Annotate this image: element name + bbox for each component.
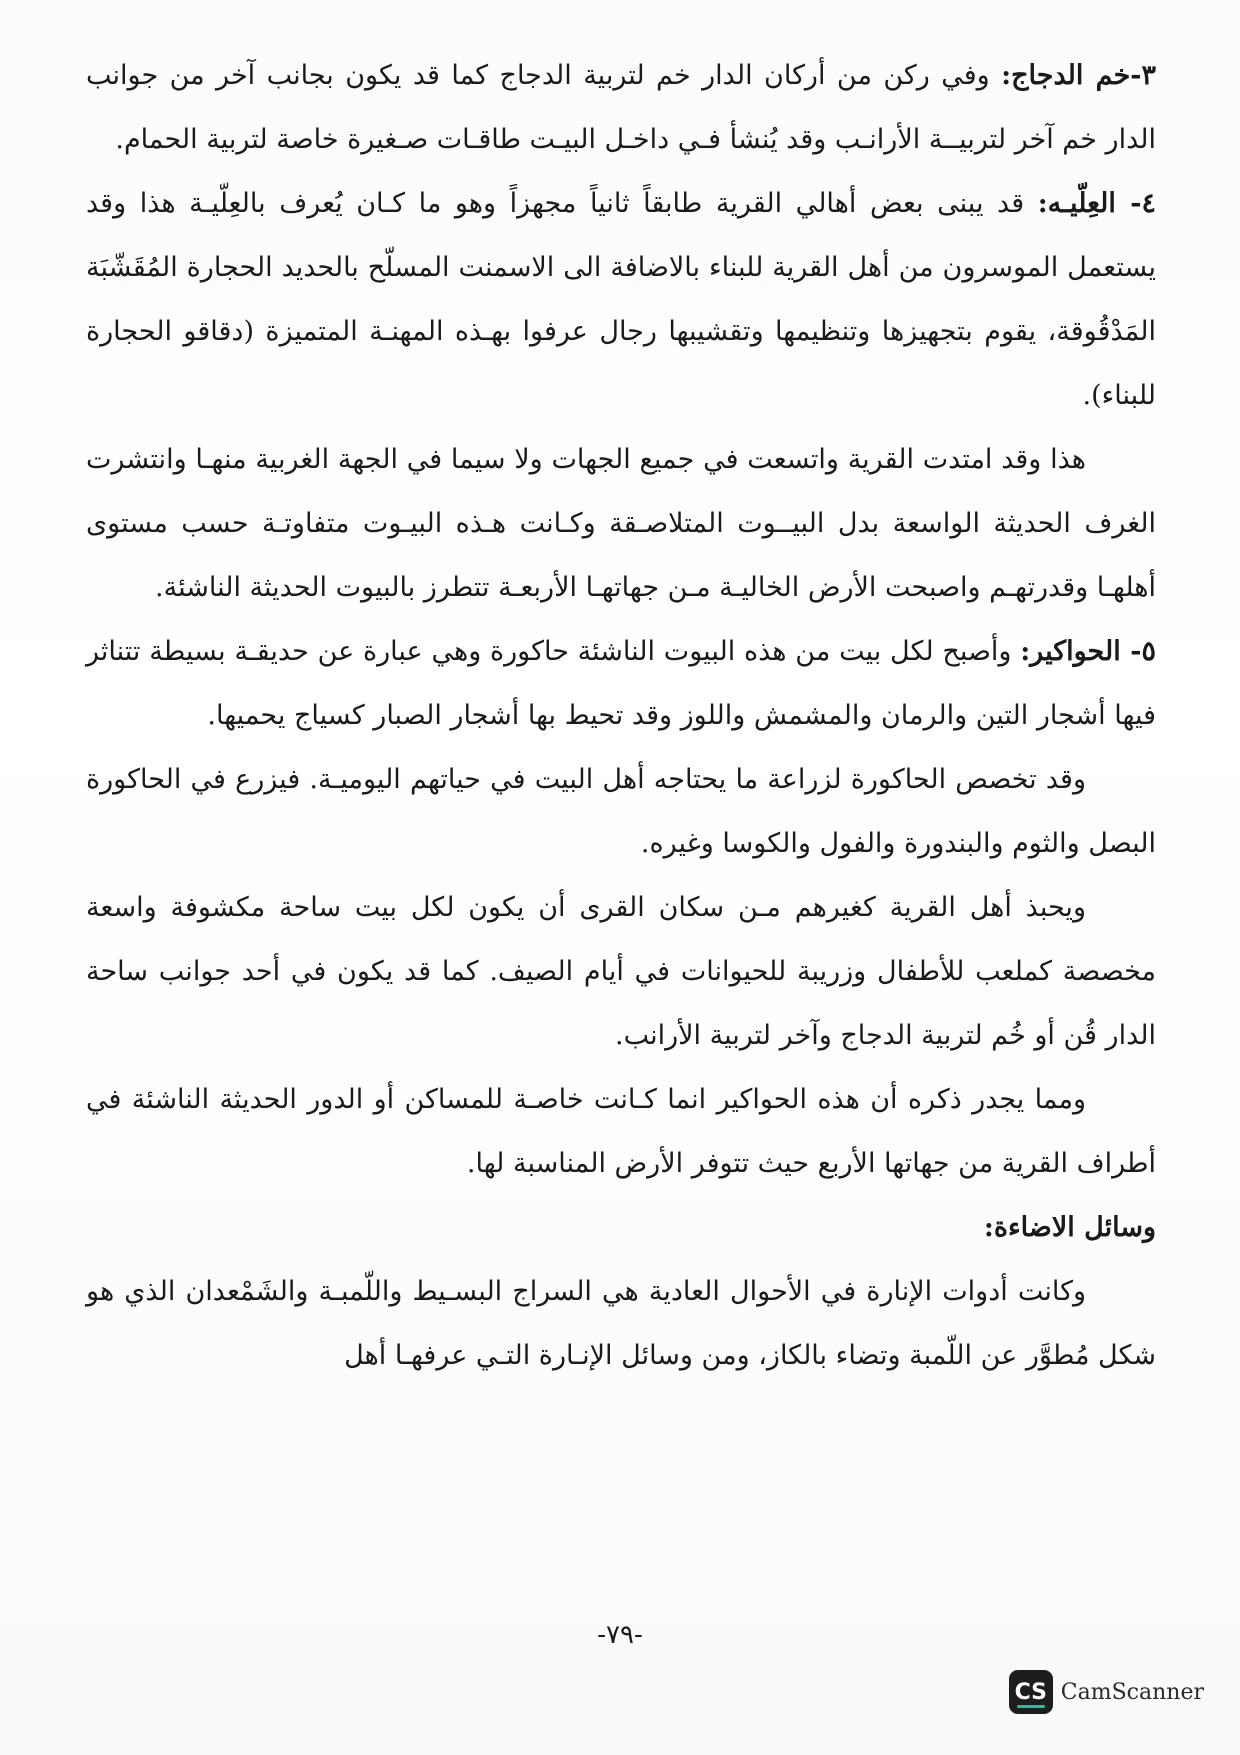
paragraph-chicken-coop [86, 44, 1156, 172]
paragraph-text: قد يبنى بعض أهالي القرية طابقاً ثانياً مجهزاً وهو ما كـان يُعرف بالعِلّيـة هذا وقد يستعمل الموسرون من أهل القرية للبناء بالاضافة الى الاسمنت المسلّح بالحديد الحجارة المُقَشّبَة المَدْقُوقة، يقوم بتجهيزها وتنظيمها وتقشيبها رجال عرفوا بهـذه المهنـة المتميزة (دقاقو الحجارة للبناء). [86, 188, 1156, 411]
paragraph-text: ومما يجدر ذكره أن هذه الحواكير انما كـانت خاصـة للمساكن أو الدور الحديثة الناشئة في أطراف القرية من جهاتها الأربع حيث تتوفر الأرض المناسبة لها. [86, 1084, 1156, 1179]
paragraph-text: وأصبح لكل بيت من هذه البيوت الناشئة حاكورة وهي عبارة عن حديقـة بسيطة تتناثر فيها أشجار التين والرمان والمشمش واللوز وقد تحيط بها أشجار الصبار كسياج يحميها. [86, 636, 1156, 731]
section-heading-lighting: وسائل الاضاءة: [983, 1212, 1156, 1243]
paragraph-heading: ٣-خم الدجاج: [1001, 60, 1156, 91]
camscanner-watermark [1009, 1670, 1204, 1714]
paragraph-garden-crops [86, 748, 1156, 876]
paragraph-text: ويحبذ أهل القرية كغيرهم مـن سكان القرى أن يكون لكل بيت ساحة مكشوفة واسعة مخصصة كملعب للأطفال وزريبة للحيوانات في أيام الصيف. كما قد يكون في أحد جوانب ساحة الدار قُن أو خُم لتربية الدجاج وآخر لتربية الأرانب. [86, 892, 1156, 1051]
camscanner-logo-icon: CS [1009, 1670, 1053, 1714]
paragraph-lighting-tools [86, 1260, 1156, 1388]
page-number: -٧٩- [597, 1620, 643, 1650]
page-body [86, 44, 1156, 1388]
paragraph-village-expansion [86, 428, 1156, 620]
paragraph-text: وقد تخصص الحاكورة لزراعة ما يحتاجه أهل البيت في حياتهم اليوميـة. فيزرع في الحاكورة البصل والثوم والبندورة والفول والكوسا وغيره. [86, 764, 1156, 859]
paragraph-heading: ٥- الحواكير: [1020, 636, 1157, 667]
paragraph-garden-note [86, 1068, 1156, 1196]
paragraph-upper-floor [86, 172, 1156, 428]
camscanner-name: CamScanner [1060, 1679, 1204, 1705]
paragraph-heading: ٤- العِلّيـه: [1037, 188, 1156, 219]
paragraph-open-yard [86, 876, 1156, 1068]
paragraph-text: هذا وقد امتدت القرية واتسعت في جميع الجهات ولا سيما في الجهة الغربية منهـا وانتشرت الغرف الحديثة الواسعة بدل البيــوت المتلاصـقة وكـانت هـذه البيـوت متفاوتـة حسب مستوى أهلهـا وقدرتهـم واصبحت الأرض الخاليـة مـن جهاتهـا الأربعـة تتطرز بالبيوت الحديثة الناشئة. [86, 444, 1156, 603]
paragraph-gardens [86, 620, 1156, 748]
paragraph-text: وكانت أدوات الإنارة في الأحوال العادية هي السراج البسـيط واللّمبـة والشَمْعدان الذي هو شكل مُطوَّر عن اللّمبة وتضاء بالكاز، ومن وسائل الإنـارة التـي عرفهـا أهل [86, 1276, 1156, 1371]
paragraph-text: وفي ركن من أركان الدار خم لتربية الدجاج كما قد يكون بجانب آخر من جوانب الدار خم آخر لتربيــة الأرانـب وقد يُنشأ فـي داخـل البيـت طاقـات صـغيرة خاصة لتربية الحمام. [86, 60, 1156, 155]
